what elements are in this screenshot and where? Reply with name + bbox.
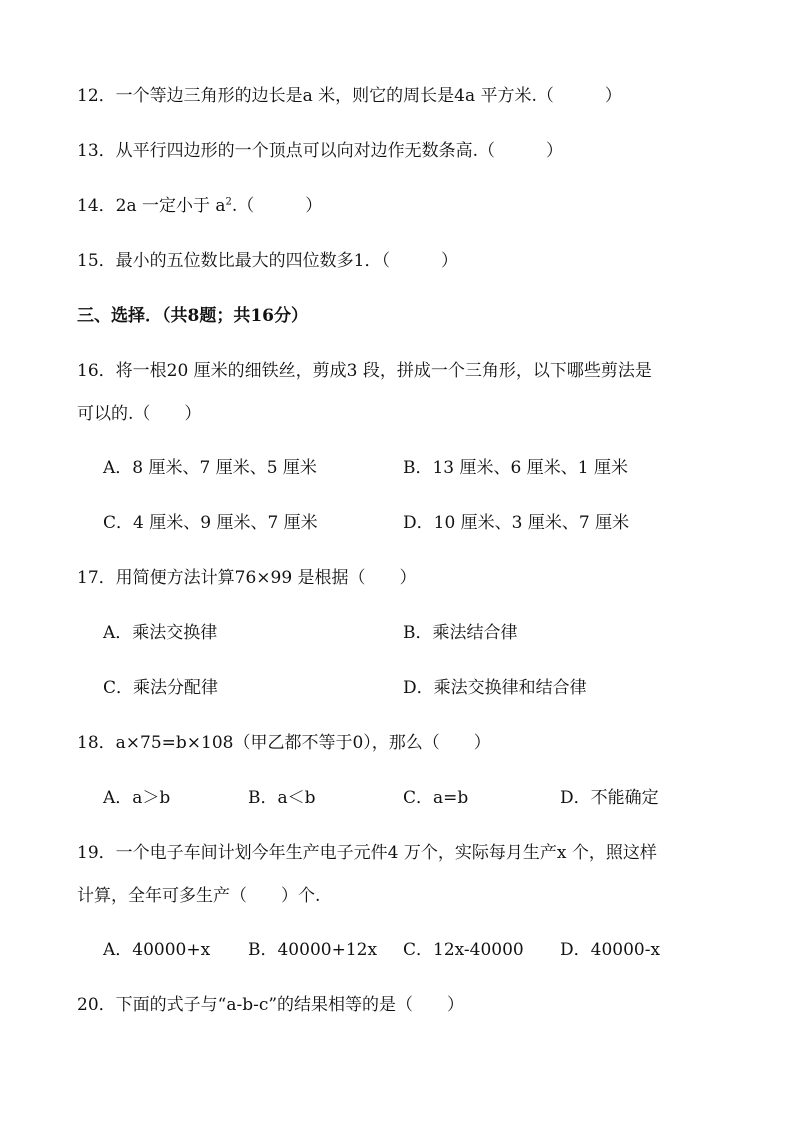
- question-17-option-c: C．乘法分配律: [103, 678, 219, 698]
- question-18-option-c: C．a=b: [403, 788, 469, 808]
- question-16-option-d: D．10 厘米、3 厘米、7 厘米: [403, 513, 630, 533]
- question-17-option-a: A．乘法交换律: [103, 623, 218, 643]
- question-16-option-c: C．4 厘米、9 厘米、7 厘米: [103, 513, 318, 533]
- question-19-option-a: A．40000+x: [103, 940, 211, 960]
- question-17: 17．用简便方法计算76×99 是根据（ ）: [77, 568, 417, 588]
- question-18-option-b: B．a＜b: [248, 788, 316, 808]
- question-20: 20．下面的式子与“a-b-c”的结果相等的是（ ）: [77, 995, 465, 1015]
- section-heading-choice: 三、选择．（共8题；共16分）: [77, 306, 308, 326]
- question-19-option-b: B．40000+12x: [248, 940, 378, 960]
- question-14-exponent: 2: [225, 196, 232, 208]
- question-14-blank: .（ ）: [231, 196, 323, 216]
- question-16-option-a: A．8 厘米、7 厘米、5 厘米: [103, 458, 317, 478]
- question-17-option-b: B．乘法结合律: [403, 623, 518, 643]
- question-17-option-d: D．乘法交换律和结合律: [403, 678, 587, 698]
- question-16-option-b: B．13 厘米、6 厘米、1 厘米: [403, 458, 628, 478]
- question-19-line-1: 19．一个电子车间计划今年生产电子元件4 万个，实际每月生产x 个，照这样: [77, 843, 657, 863]
- question-16-line-2: 可以的.（ ）: [77, 404, 202, 424]
- question-14-text: 14．2a 一定小于 a: [77, 196, 226, 216]
- question-18: 18．a×75=b×108（甲乙都不等于0），那么（ ）: [77, 733, 491, 753]
- question-19-line-2: 计算，全年可多生产（ ）个.: [77, 886, 321, 906]
- question-13: 13．从平行四边形的一个顶点可以向对边作无数条高.（ ）: [77, 141, 564, 161]
- question-19-option-c: C．12x-40000: [403, 940, 524, 960]
- question-12: 12．一个等边三角形的边长是a 米，则它的周长是4a 平方米.（ ）: [77, 86, 622, 106]
- question-18-option-a: A．a＞b: [103, 788, 171, 808]
- question-15: 15．最小的五位数比最大的四位数多1．（ ）: [77, 251, 458, 271]
- question-19-option-d: D．40000-x: [560, 940, 661, 960]
- question-18-option-d: D．不能确定: [560, 788, 659, 808]
- question-16-line-1: 16．将一根20 厘米的细铁丝，剪成3 段，拼成一个三角形，以下哪些剪法是: [77, 361, 652, 381]
- question-14: [77, 195, 322, 217]
